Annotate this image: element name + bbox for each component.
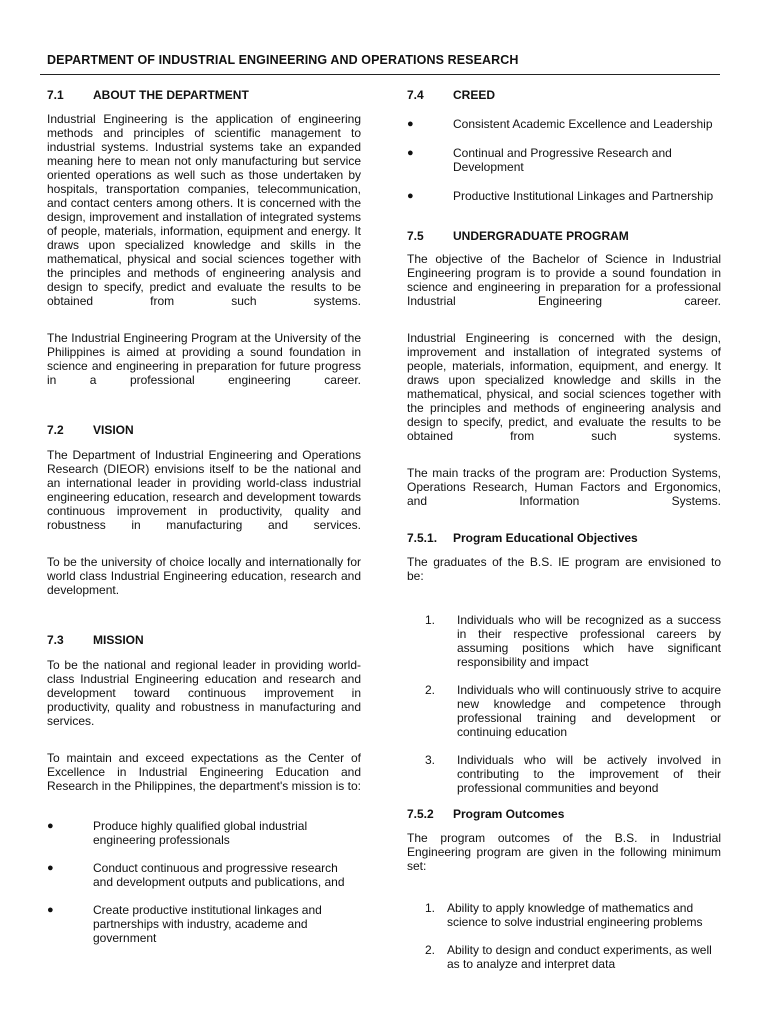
mission-paragraph-1: To be the national and regional leader in providing world-class Industrial Engineering education and research and development toward continuous improvement in productivity, quality and robustness in manufacturing and services.	[47, 658, 361, 728]
vision-paragraph-1: The Department of Industrial Engineering and Operations Research (DIEOR) envisions itself to be the national and an international leader in providing world-class industrial engineering education, research and development towards continuous improvement in productivity, quality and robustness in manufacturing and services.	[47, 448, 361, 532]
right-column	[407, 88, 721, 971]
creed-bullet	[407, 189, 721, 203]
mission-bullet	[47, 819, 361, 847]
section-heading-creed	[407, 88, 721, 102]
section-number: 7.4	[407, 88, 424, 102]
item-number: 1.	[424, 901, 435, 915]
objectives-intro: The graduates of the B.S. IE program are envisioned to be:	[407, 555, 721, 583]
bullet-text: Consistent Academic Excellence and Leadership	[453, 117, 713, 131]
outcome-item	[407, 943, 721, 971]
section-number: 7.5.2	[407, 807, 434, 821]
bullet-text: Produce highly qualified global industrial engineering professionals	[93, 819, 308, 847]
section-number: 7.2	[47, 423, 64, 437]
item-text: Individuals who will be recognized as a success in their respective professional careers by assuming positions which have significant responsibility and impact	[457, 613, 721, 669]
item-text: Individuals who will continuously strive to acquire new knowledge and competence through professional training and development or continuing education	[457, 683, 721, 739]
section-title: Program Outcomes	[453, 807, 565, 821]
bullet-text: Conduct continuous and progressive research and development outputs and publications, and	[93, 861, 345, 889]
bullet-icon: ●	[47, 820, 54, 832]
item-text: Individuals who will be actively involved in contributing to the improvement of their professional communities and beyond	[457, 753, 721, 795]
section-heading-mission	[47, 633, 361, 647]
about-paragraph-1: Industrial Engineering is the application of engineering methods and principles of scientific management to industrial systems. Industrial systems take an expanded meaning here to mean not only manufacturing but service oriented operations as well such as those undertaken by hospitals, transportation companies, telecommunication, and contact centers among others. It is concerned with the design, improvement and installation of integrated systems of people, materials, information, equipment and energy. It draws upon specialized knowledge and skills in the mathematical, physical and social sciences together with the principles and methods of engineering analysis and design to specify, predict and evaluate the results to be obtained from such systems.	[47, 112, 361, 308]
section-number: 7.1	[47, 88, 64, 102]
bullet-icon: ●	[407, 118, 414, 130]
bullet-icon: ●	[47, 904, 54, 916]
item-number: 2.	[424, 943, 435, 957]
bullet-text: Productive Institutional Linkages and Partnership	[453, 189, 714, 203]
left-column	[47, 88, 361, 945]
about-paragraph-2: The Industrial Engineering Program at the University of the Philippines is aimed at providing a sound foundation in science and engineering in preparation for future progress in a professional engineering career.	[47, 331, 361, 387]
item-number: 1.	[424, 613, 435, 627]
section-number: 7.5	[407, 229, 424, 243]
objective-item	[407, 683, 721, 739]
section-number: 7.5.1.	[407, 531, 438, 545]
undergrad-paragraph-2: Industrial Engineering is concerned with the design, improvement and installation of integrated systems of people, materials, information, equipment, and energy. It draws upon specialized knowledge and skills in the mathematical, physical, and social sciences together with the principles and methods of engineering analysis and design to specify, predict, and evaluate the results to be obtained from such systems.	[407, 331, 721, 443]
header-divider	[40, 74, 720, 75]
item-text: Ability to apply knowledge of mathematics and science to solve industrial engineering problems	[447, 901, 703, 929]
bullet-icon: ●	[47, 862, 54, 874]
section-title: MISSION	[93, 633, 144, 647]
item-number: 3.	[424, 753, 435, 767]
undergrad-paragraph-3: The main tracks of the program are: Production Systems, Operations Research, Human Factors and Ergonomics, and Information Systems.	[407, 466, 721, 508]
creed-bullet	[407, 146, 721, 174]
mission-bullet	[47, 861, 361, 889]
section-heading-objectives	[407, 531, 721, 545]
mission-paragraph-2: To maintain and exceed expectations as the Center of Excellence in Industrial Engineering Education and Research in the Philippines, the department's mission is to:	[47, 751, 361, 793]
section-heading-about	[47, 88, 361, 102]
creed-bullet	[407, 117, 721, 131]
objective-item	[407, 753, 721, 795]
section-title: UNDERGRADUATE PROGRAM	[453, 229, 629, 243]
mission-bullet	[47, 903, 361, 945]
section-heading-vision	[47, 423, 361, 437]
bullet-icon: ●	[407, 147, 414, 159]
item-number: 2.	[424, 683, 435, 697]
section-number: 7.3	[47, 633, 64, 647]
section-heading-undergraduate	[407, 229, 721, 243]
bullet-text: Create productive institutional linkages and partnerships with industry, academe and government	[93, 903, 322, 945]
vision-paragraph-2: To be the university of choice locally and internationally for world class Industrial Engineering education, research and development.	[47, 555, 361, 597]
item-text: Ability to design and conduct experiments, as well as to analyze and interpret data	[447, 943, 712, 971]
section-title: Program Educational Objectives	[453, 531, 638, 545]
section-title: VISION	[93, 423, 134, 437]
objective-item	[407, 613, 721, 669]
outcomes-intro: The program outcomes of the B.S. in Industrial Engineering program are given in the following minimum set:	[407, 831, 721, 873]
undergrad-paragraph-1: The objective of the Bachelor of Science in Industrial Engineering program is to provide a sound foundation in science and engineering in preparation for a professional Industrial Engineering career.	[407, 252, 721, 308]
bullet-text: Continual and Progressive Research and Development	[453, 146, 672, 174]
section-title: CREED	[453, 88, 496, 102]
outcome-item	[407, 901, 721, 929]
section-title: ABOUT THE DEPARTMENT	[93, 88, 249, 102]
page-header-title: DEPARTMENT OF INDUSTRIAL ENGINEERING AND OPERATIONS RESEARCH	[47, 53, 519, 67]
bullet-icon: ●	[407, 190, 414, 202]
section-heading-outcomes	[407, 807, 721, 821]
